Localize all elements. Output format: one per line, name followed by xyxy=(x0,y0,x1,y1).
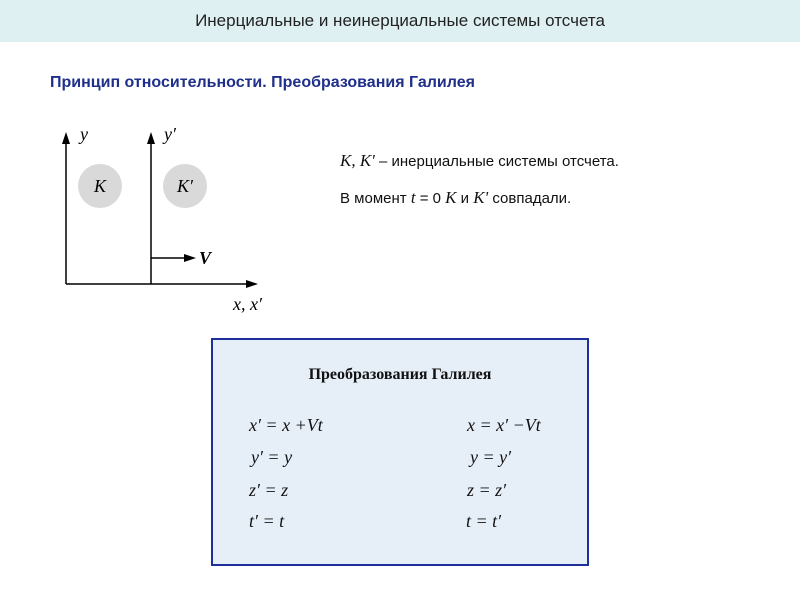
info-line-2-rest: совпадали. xyxy=(488,190,572,207)
formula-y-prime: y′ = y xyxy=(251,447,293,467)
info-k: K xyxy=(445,188,457,207)
info-k-prime: K' xyxy=(473,188,489,207)
formula-x: x = x′ −Vt xyxy=(467,415,541,435)
header-title: Инерциальные и неинерциальные системы отсчета xyxy=(195,11,605,30)
formula-z-prime: z′ = z xyxy=(249,480,289,500)
y-axis-label: y xyxy=(80,124,88,144)
x-axis-label: x, x′ xyxy=(233,294,262,314)
info-line-2-prefix: В момент xyxy=(340,190,411,207)
info-line-1 xyxy=(340,151,619,171)
y-prime-axis-label: y′ xyxy=(164,124,176,144)
info-line-1-text: – инерциальные системы отсчета. xyxy=(374,153,619,170)
info-line-2 xyxy=(340,188,571,208)
x-axis-arrow xyxy=(246,280,258,288)
galilean-transform-box xyxy=(211,338,589,566)
info-eq: = 0 xyxy=(415,190,446,207)
slide-subtitle: Принцип относительности. Преобразования Галилея xyxy=(50,74,475,91)
k-prime-y-axis-arrow xyxy=(147,132,155,144)
formula-y: y = y′ xyxy=(470,447,512,467)
formula-t: t = t′ xyxy=(466,511,502,531)
info-t: t xyxy=(410,188,416,207)
frame-k-prime-label: K′ xyxy=(177,176,193,196)
formula-z: z = z′ xyxy=(467,480,507,500)
info-and: и xyxy=(456,190,474,207)
formula-x-prime: x′ = x +Vt xyxy=(249,415,323,435)
velocity-label: V xyxy=(199,248,212,268)
formula-t-prime: t′ = t xyxy=(249,511,285,531)
velocity-arrowhead xyxy=(184,254,196,262)
transform-box-title: Преобразования Галилея xyxy=(308,366,492,383)
frame-names: K, K' xyxy=(340,151,375,170)
frame-k-label: K xyxy=(93,176,107,196)
k-y-axis-arrow xyxy=(62,132,70,144)
